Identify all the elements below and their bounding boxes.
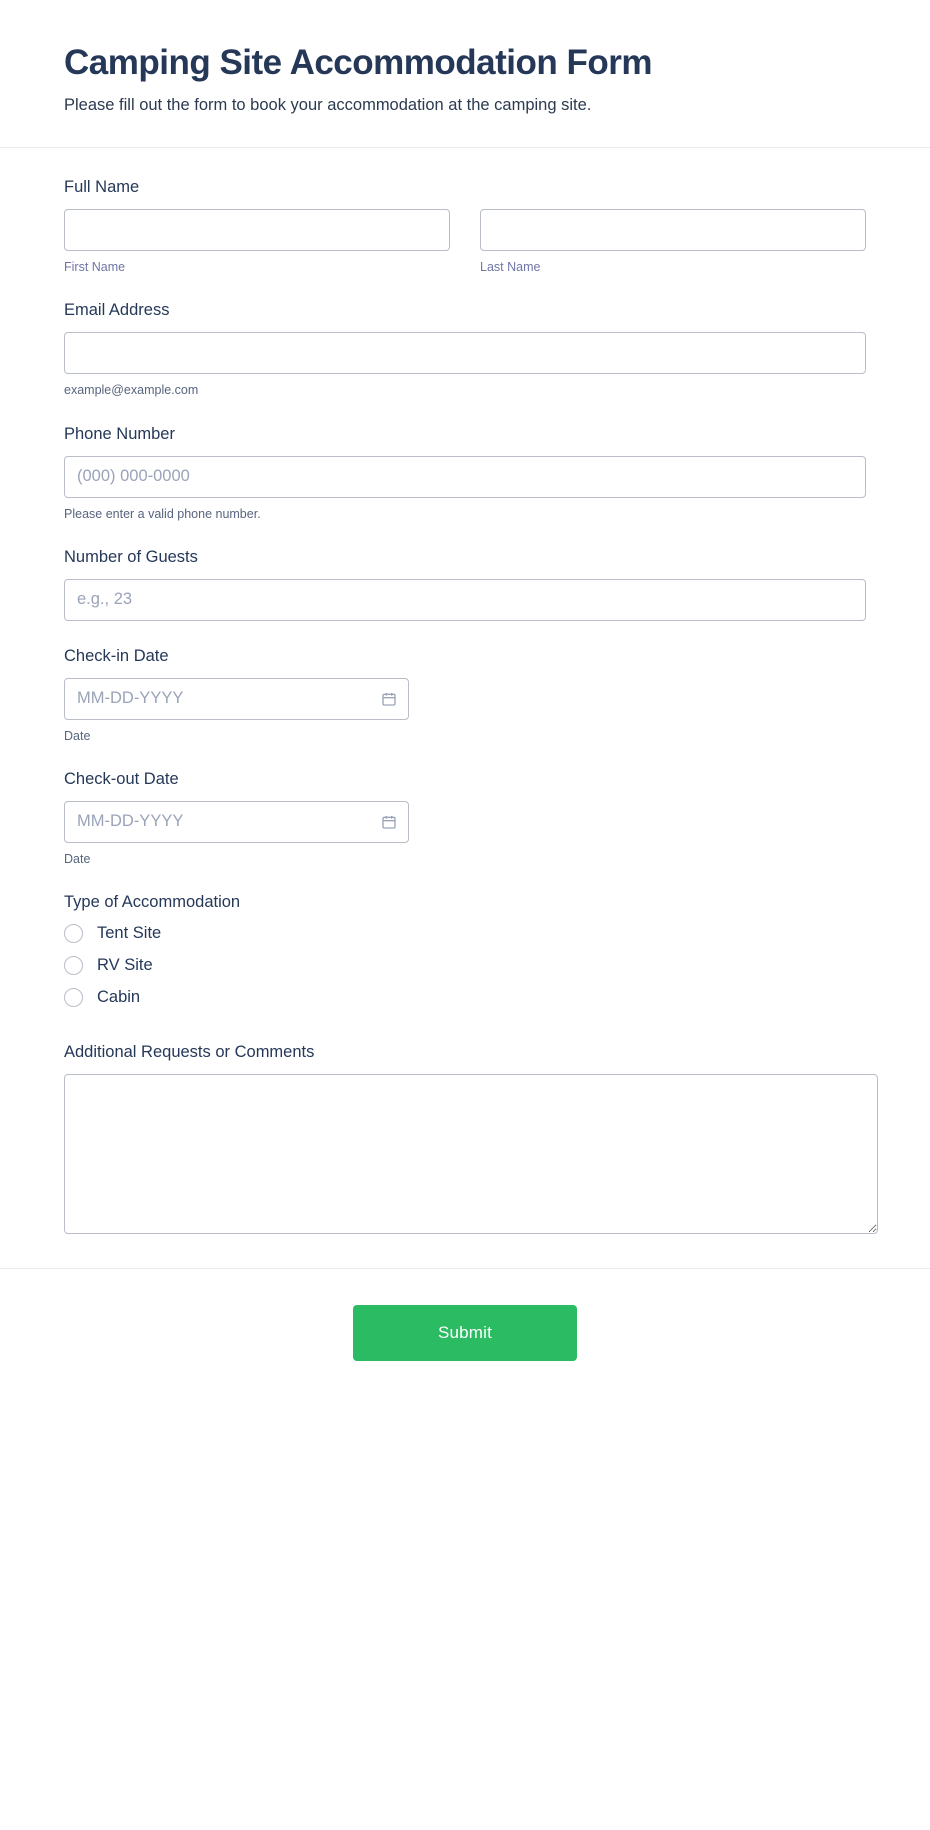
field-checkout [64,770,866,867]
field-accommodation [64,893,866,1007]
full-name-label: Full Name [64,178,140,197]
last-name-input[interactable] [480,209,866,251]
last-name-sublabel: Last Name [480,260,541,275]
last-name-col [480,209,866,275]
field-full-name [64,178,866,275]
page-subtitle: Please fill out the form to book your accommodation at the camping site. [64,96,592,114]
radio-circle-icon[interactable] [64,956,83,975]
email-input[interactable] [64,332,866,374]
checkout-input-wrap [64,801,409,843]
first-name-input[interactable] [64,209,450,251]
checkout-input[interactable] [64,801,409,843]
form-footer [0,1268,930,1401]
field-phone [64,425,866,522]
accommodation-radio-group [64,924,866,1007]
submit-button[interactable]: Submit [353,1305,577,1361]
phone-label: Phone Number [64,424,175,443]
radio-circle-icon[interactable] [64,988,83,1007]
field-email [64,301,866,398]
page-title: Camping Site Accommodation Form [64,43,652,82]
field-guests [64,548,866,621]
checkin-label: Check-in Date [64,646,169,665]
accommodation-label: Type of Accommodation [64,893,241,912]
radio-circle-icon[interactable] [64,924,83,943]
guests-input[interactable] [64,579,866,621]
checkin-sublabel: Date [64,728,91,743]
radio-label: Tent Site [97,924,162,943]
radio-option-cabin[interactable] [64,988,866,1007]
radio-option-rv-site[interactable] [64,956,866,975]
checkout-sublabel: Date [64,852,91,867]
first-name-sublabel: First Name [64,260,126,275]
comments-label: Additional Requests or Comments [64,1043,315,1062]
field-checkin [64,647,866,744]
checkout-label: Check-out Date [64,770,179,789]
form-body [0,148,930,1234]
first-name-col [64,209,450,275]
checkin-input-wrap [64,678,409,720]
checkin-input[interactable] [64,678,409,720]
radio-label: RV Site [97,956,153,975]
comments-textarea[interactable] [64,1074,878,1234]
phone-input[interactable] [64,456,866,498]
radio-option-tent-site[interactable] [64,924,866,943]
phone-sublabel: Please enter a valid phone number. [64,506,261,521]
full-name-row [64,209,866,275]
form-header [0,0,930,148]
email-sublabel: example@example.com [64,383,199,398]
email-label: Email Address [64,301,170,320]
guests-label: Number of Guests [64,547,198,566]
radio-label: Cabin [97,988,141,1007]
field-comments [64,1043,866,1234]
